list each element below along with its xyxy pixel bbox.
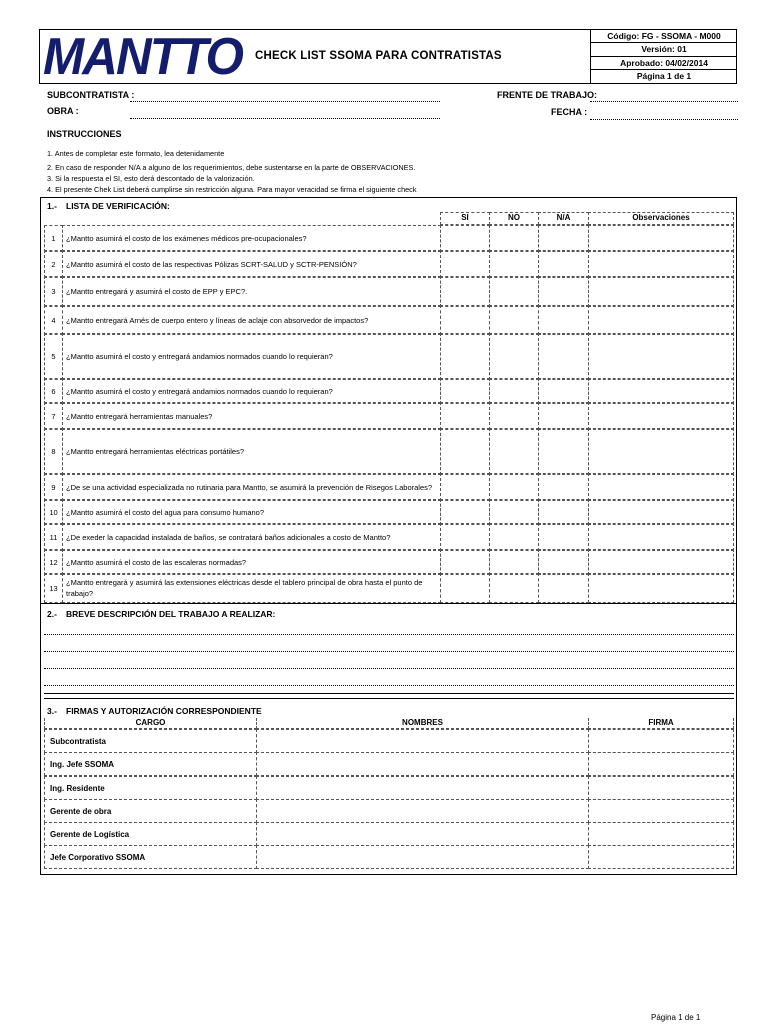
signature-name-cell[interactable]	[256, 752, 589, 776]
row-number: 3	[44, 276, 63, 307]
row-number: 5	[44, 333, 63, 380]
row-number: 11	[44, 523, 63, 551]
meta-approved: Aprobado: 04/02/2014	[591, 57, 737, 70]
row-question: ¿Mantto asumirá el costo y entregará andamios normados cuando lo requieran?	[62, 333, 441, 380]
observaciones-cell[interactable]	[588, 473, 734, 501]
na-cell[interactable]	[538, 523, 589, 551]
signature-role: Gerente de obra	[44, 799, 257, 823]
signature-firma-cell[interactable]	[588, 729, 734, 753]
row-number: 9	[44, 473, 63, 501]
section-divider	[44, 698, 734, 699]
col-cargo: CARGO	[44, 718, 257, 729]
na-cell[interactable]	[538, 402, 589, 430]
row-question: ¿Mantto asumirá el costo del agua para consumo humano?	[62, 499, 441, 525]
instruction-item: 1. Antes de completar este formato, lea detenidamente	[47, 149, 225, 158]
signature-role: Gerente de Logística	[44, 822, 257, 846]
na-cell[interactable]	[538, 250, 589, 278]
description-line[interactable]	[44, 685, 734, 686]
signature-firma-cell[interactable]	[588, 845, 734, 869]
signature-firma-cell[interactable]	[588, 752, 734, 776]
na-cell[interactable]	[538, 549, 589, 575]
observaciones-cell[interactable]	[588, 250, 734, 278]
na-cell[interactable]	[538, 428, 589, 475]
row-number: 6	[44, 378, 63, 404]
signature-role: Ing. Residente	[44, 776, 257, 800]
meta-page: Página 1 de 1	[636, 70, 692, 81]
instruction-item: 4. El presente Chek List deberá cumplirse sin restricción alguna. Para mayor veracidad se firma el siguiente check	[47, 185, 417, 194]
na-cell[interactable]	[538, 473, 589, 501]
row-question: ¿Mantto entregará y asumirá el costo de EPP y EPC?.	[62, 276, 441, 307]
document-meta-box	[590, 30, 737, 83]
row-number: 4	[44, 305, 63, 335]
observaciones-cell[interactable]	[588, 305, 734, 335]
obra-field[interactable]	[130, 118, 440, 119]
si-cell[interactable]	[440, 428, 490, 475]
no-cell[interactable]	[489, 523, 539, 551]
observaciones-cell[interactable]	[588, 573, 734, 603]
observaciones-cell[interactable]	[588, 276, 734, 307]
observaciones-cell[interactable]	[588, 333, 734, 380]
si-cell[interactable]	[440, 276, 490, 307]
col-na: N/A	[538, 212, 589, 225]
signature-name-cell[interactable]	[256, 845, 589, 869]
signature-name-cell[interactable]	[256, 729, 589, 753]
row-number: 7	[44, 402, 63, 430]
description-line[interactable]	[44, 634, 734, 635]
na-cell[interactable]	[538, 573, 589, 603]
document-header	[39, 29, 737, 84]
si-cell[interactable]	[440, 250, 490, 278]
row-number: 10	[44, 499, 63, 525]
si-cell[interactable]	[440, 549, 490, 575]
signature-role: Subcontratista	[44, 729, 257, 753]
description-line[interactable]	[44, 651, 734, 652]
no-cell[interactable]	[489, 333, 539, 380]
section-divider	[44, 693, 734, 694]
meta-code: Código: FG - SSOMA - M000	[591, 30, 737, 43]
no-cell[interactable]	[489, 276, 539, 307]
na-cell[interactable]	[538, 225, 589, 252]
si-cell[interactable]	[440, 573, 490, 603]
observaciones-cell[interactable]	[588, 378, 734, 404]
na-cell[interactable]	[538, 499, 589, 525]
instruction-item: 3. Si la respuesta el SI, esto derá descontado de la valorización.	[47, 174, 255, 183]
logo-text: MANTTO	[43, 28, 242, 86]
observaciones-cell[interactable]	[588, 499, 734, 525]
page-footer: Página 1 de 1	[651, 1013, 701, 1022]
no-cell[interactable]	[489, 499, 539, 525]
no-cell[interactable]	[489, 402, 539, 430]
col-observaciones: Observaciones	[588, 212, 734, 225]
section3-number: 3.-	[47, 706, 57, 716]
na-cell[interactable]	[538, 276, 589, 307]
section1-title: LISTA DE VERIFICACIÓN:	[66, 201, 170, 211]
section2-number: 2.-	[47, 609, 57, 619]
subcontratista-label: SUBCONTRATISTA :	[47, 90, 135, 100]
row-question: ¿De exeder la capacidad instalada de baños, se contratará baños adicionales a costo de Mantto?	[62, 523, 441, 551]
row-question: ¿Mantto entregará herramientas manuales?	[62, 402, 441, 430]
signature-role: Jefe Corporativo SSOMA	[44, 845, 257, 869]
no-cell[interactable]	[489, 473, 539, 501]
row-number: 2	[44, 250, 63, 278]
no-cell[interactable]	[489, 549, 539, 575]
row-question: ¿Mantto asumirá el costo de las escaleras normadas?	[62, 549, 441, 575]
si-cell[interactable]	[440, 473, 490, 501]
si-cell[interactable]	[440, 305, 490, 335]
col-no: NO	[489, 212, 539, 225]
section-divider	[40, 603, 737, 604]
section3-title: FIRMAS Y AUTORIZACIÓN CORRESPONDIENTE	[66, 706, 262, 716]
row-number: 8	[44, 428, 63, 475]
col-si: SI	[440, 212, 490, 225]
signature-firma-cell[interactable]	[588, 822, 734, 846]
section2-title: BREVE DESCRIPCIÓN DEL TRABAJO A REALIZAR:	[66, 609, 276, 619]
col-firma: FIRMA	[588, 718, 734, 729]
signature-name-cell[interactable]	[256, 822, 589, 846]
row-number: 1	[44, 225, 63, 252]
row-question: ¿Mantto entregará Arnés de cuerpo entero y líneas de aclaje con absorvedor de impactos?	[62, 305, 441, 335]
na-cell[interactable]	[538, 378, 589, 404]
row-question: ¿Mantto asumirá el costo y entregará andamios normados cuando lo requieran?	[62, 378, 441, 404]
observaciones-cell[interactable]	[588, 225, 734, 252]
no-cell[interactable]	[489, 225, 539, 252]
si-cell[interactable]	[440, 333, 490, 380]
row-question: ¿Mantto entregará y asumirá las extensiones eléctricas desde el tablero principal de obra hasta el punto de trabajo?	[62, 573, 441, 603]
section1-number: 1.-	[47, 201, 57, 211]
subcontratista-field[interactable]	[130, 101, 440, 102]
si-cell[interactable]	[440, 225, 490, 252]
description-line[interactable]	[44, 668, 734, 669]
si-cell[interactable]	[440, 402, 490, 430]
observaciones-cell[interactable]	[588, 549, 734, 575]
na-cell[interactable]	[538, 305, 589, 335]
signature-name-cell[interactable]	[256, 776, 589, 800]
signature-role: Ing. Jefe SSOMA	[44, 752, 257, 776]
frente-label: FRENTE DE TRABAJO:	[497, 90, 598, 100]
signature-name-cell[interactable]	[256, 799, 589, 823]
row-number: 13	[44, 573, 63, 603]
si-cell[interactable]	[440, 523, 490, 551]
row-question: ¿De se una actividad especializada no rutinaria para Mantto, se asumirá la prevención de Risegos Laborales?	[62, 473, 441, 501]
instruction-item: 2. En caso de responder N/A a alguno de los requerimientos, debe sustentarse en la parte de OBSERVACIONES.	[47, 163, 416, 172]
mantto-logo	[43, 28, 242, 86]
fecha-label: FECHA :	[551, 107, 588, 117]
meta-version: Versión: 01	[591, 43, 737, 56]
instructions-title: INSTRUCCIONES	[47, 129, 122, 139]
obra-label: OBRA :	[47, 106, 79, 116]
fecha-field[interactable]	[590, 119, 738, 120]
signature-firma-cell[interactable]	[588, 799, 734, 823]
si-cell[interactable]	[440, 378, 490, 404]
si-cell[interactable]	[440, 499, 490, 525]
signature-firma-cell[interactable]	[588, 776, 734, 800]
row-question: ¿Mantto asumirá el costo de las respectivas Pólizas SCRT-SALUD y SCTR-PENSIÓN?	[62, 250, 441, 278]
row-number: 12	[44, 549, 63, 575]
frente-field[interactable]	[590, 101, 738, 102]
no-cell[interactable]	[489, 573, 539, 603]
col-nombres: NOMBRES	[256, 718, 589, 729]
no-cell[interactable]	[489, 250, 539, 278]
row-question: ¿Mantto entregará herramientas eléctricas portátiles?	[62, 428, 441, 475]
no-cell[interactable]	[489, 378, 539, 404]
observaciones-cell[interactable]	[588, 523, 734, 551]
na-cell[interactable]	[538, 333, 589, 380]
row-question: ¿Mantto asumirá el costo de los exámenes médicos pre-ocupacionales?	[62, 225, 441, 252]
observaciones-cell[interactable]	[588, 428, 734, 475]
document-title: CHECK LIST SSOMA PARA CONTRATISTAS	[255, 50, 502, 62]
no-cell[interactable]	[489, 428, 539, 475]
observaciones-cell[interactable]	[588, 402, 734, 430]
no-cell[interactable]	[489, 305, 539, 335]
